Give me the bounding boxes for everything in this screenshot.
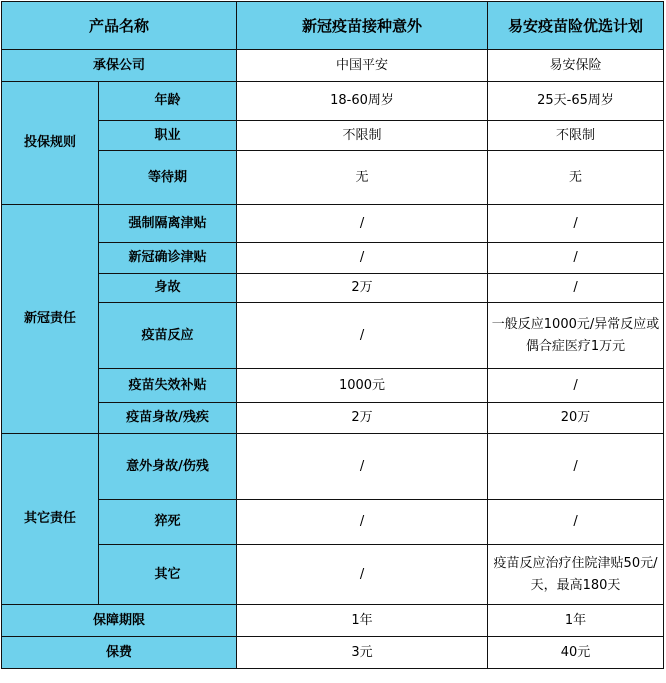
header-product-a: 新冠疫苗接种意外 (237, 2, 488, 50)
table-row (2, 243, 664, 274)
cell-occupation-b: 不限制 (488, 121, 664, 151)
header-product-name: 产品名称 (2, 2, 237, 50)
row-label-insurer: 承保公司 (2, 50, 237, 82)
table-row (2, 121, 664, 151)
cell-period-a: 1年 (237, 605, 488, 637)
row-label-occupation: 职业 (99, 121, 237, 151)
table-row (2, 605, 664, 637)
row-label-sudden: 猝死 (99, 500, 237, 545)
table-row (2, 403, 664, 434)
row-label-reaction: 疫苗反应 (99, 303, 237, 369)
cell-failure-b: / (488, 369, 664, 403)
row-label-period: 保障期限 (2, 605, 237, 637)
cell-diagnosis-b: / (488, 243, 664, 274)
table-row (2, 274, 664, 303)
group-label-other: 其它责任 (2, 434, 99, 605)
cell-misc-a: / (237, 545, 488, 605)
table-row (2, 82, 664, 121)
cell-death-a: 2万 (237, 274, 488, 303)
row-label-diagnosis: 新冠确诊津贴 (99, 243, 237, 274)
row-label-misc: 其它 (99, 545, 237, 605)
cell-quarantine-b: / (488, 205, 664, 243)
cell-sudden-b: / (488, 500, 664, 545)
table-row (2, 637, 664, 669)
cell-accident-b: / (488, 434, 664, 500)
table-row (2, 303, 664, 369)
row-label-premium: 保费 (2, 637, 237, 669)
comparison-table (1, 1, 664, 669)
cell-vaccine-death-a: 2万 (237, 403, 488, 434)
group-label-rules: 投保规则 (2, 82, 99, 205)
cell-death-b: / (488, 274, 664, 303)
header-row (2, 2, 664, 50)
table-row (2, 434, 664, 500)
cell-diagnosis-a: / (237, 243, 488, 274)
row-label-age: 年龄 (99, 82, 237, 121)
table-row (2, 205, 664, 243)
cell-waiting-a: 无 (237, 151, 488, 205)
cell-insurer-b: 易安保险 (488, 50, 664, 82)
row-label-failure: 疫苗失效补贴 (99, 369, 237, 403)
cell-misc-b: 疫苗反应治疗住院津贴50元/天，最高180天 (488, 545, 664, 605)
table-row (2, 369, 664, 403)
row-label-accident: 意外身故/伤残 (99, 434, 237, 500)
row-label-quarantine: 强制隔离津贴 (99, 205, 237, 243)
row-label-vaccine-death: 疫苗身故/残疾 (99, 403, 237, 434)
cell-quarantine-a: / (237, 205, 488, 243)
cell-sudden-a: / (237, 500, 488, 545)
group-label-covid: 新冠责任 (2, 205, 99, 434)
cell-age-a: 18-60周岁 (237, 82, 488, 121)
table-row (2, 50, 664, 82)
cell-premium-b: 40元 (488, 637, 664, 669)
cell-accident-a: / (237, 434, 488, 500)
cell-vaccine-death-b: 20万 (488, 403, 664, 434)
cell-period-b: 1年 (488, 605, 664, 637)
cell-reaction-b: 一般反应1000元/异常反应或偶合症医疗1万元 (488, 303, 664, 369)
cell-premium-a: 3元 (237, 637, 488, 669)
cell-failure-a: 1000元 (237, 369, 488, 403)
row-label-waiting: 等待期 (99, 151, 237, 205)
cell-age-b: 25天-65周岁 (488, 82, 664, 121)
table-row (2, 151, 664, 205)
header-product-b: 易安疫苗险优选计划 (488, 2, 664, 50)
cell-reaction-a: / (237, 303, 488, 369)
table-row (2, 500, 664, 545)
table-row (2, 545, 664, 605)
row-label-death: 身故 (99, 274, 237, 303)
cell-insurer-a: 中国平安 (237, 50, 488, 82)
cell-waiting-b: 无 (488, 151, 664, 205)
cell-occupation-a: 不限制 (237, 121, 488, 151)
